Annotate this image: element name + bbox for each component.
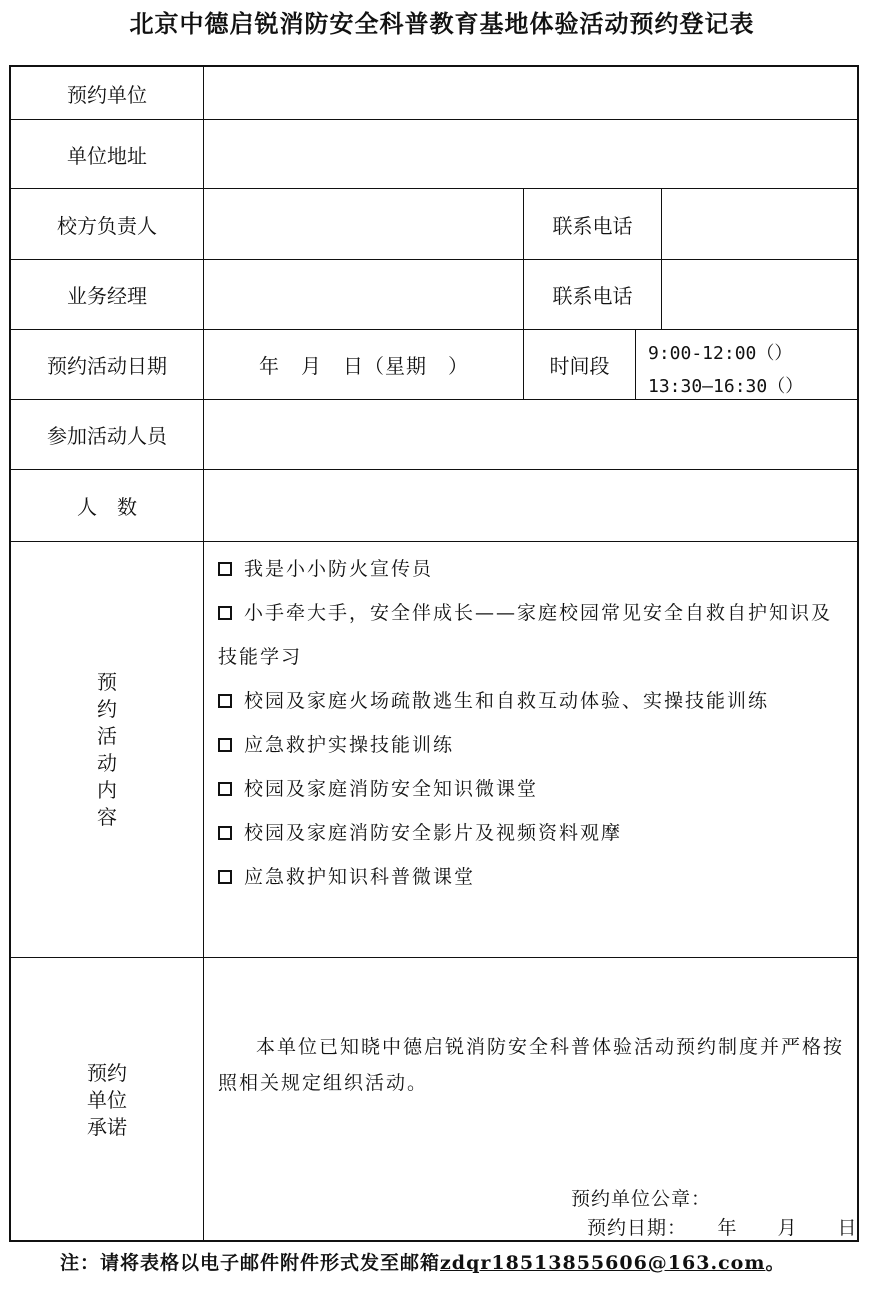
sign-date-line[interactable]: 预约日期： 年 月 日 xyxy=(587,1217,858,1239)
activity-option[interactable] xyxy=(218,547,848,591)
activity-option-text: 应急救护知识科普微课堂 xyxy=(244,866,476,888)
booking-unit-label: 预约单位 xyxy=(67,82,147,107)
booking-unit-field[interactable] xyxy=(205,67,859,119)
note-suffix: 。 xyxy=(765,1252,786,1274)
time-slot-label: 时间段 xyxy=(549,354,610,378)
activity-content-label xyxy=(11,542,203,957)
headcount-label: 人 数 xyxy=(77,495,137,519)
phone-label-1: 联系电话 xyxy=(552,213,633,238)
school-contact-field[interactable] xyxy=(205,189,523,259)
activity-option[interactable] xyxy=(218,767,848,811)
headcount-field[interactable] xyxy=(205,470,859,541)
phone-label-2: 联系电话 xyxy=(552,284,633,308)
activity-content-char: 动 xyxy=(97,750,117,775)
checkbox-icon[interactable] xyxy=(218,782,232,796)
activity-option-text: 我是小小防火宣传员 xyxy=(244,558,434,580)
activity-date-label: 预约活动日期 xyxy=(47,354,167,378)
participants-field[interactable] xyxy=(205,400,859,469)
column-divider xyxy=(203,67,204,1242)
time-slot-options xyxy=(648,337,803,403)
activity-option-text: 应急救护实操技能训练 xyxy=(244,734,455,756)
phone-field-1[interactable] xyxy=(663,189,859,259)
registration-form xyxy=(9,65,859,1242)
checkbox-icon[interactable] xyxy=(218,738,232,752)
school-contact-label: 校方负责人 xyxy=(57,213,157,238)
unit-address-label: 单位地址 xyxy=(67,143,147,168)
checkbox-icon[interactable] xyxy=(218,694,232,708)
activity-option[interactable] xyxy=(218,679,848,723)
activity-option[interactable] xyxy=(218,855,848,899)
note-prefix: 注：请将表格以电子邮件附件形式发至邮箱 xyxy=(60,1252,441,1274)
email-link[interactable]: zdqr18513855606@163.com xyxy=(440,1252,766,1274)
activity-date-field[interactable]: 年 月 日（星期 ） xyxy=(259,354,469,378)
time-option-morning[interactable]: 9:00-12:00（） xyxy=(648,343,793,364)
participants-label: 参加活动人员 xyxy=(47,424,167,448)
activity-option[interactable] xyxy=(218,811,848,855)
checkbox-icon[interactable] xyxy=(218,562,232,576)
activity-content-char: 容 xyxy=(97,804,117,829)
activity-option[interactable] xyxy=(218,723,848,767)
time-option-afternoon[interactable]: 13:30—16:30（） xyxy=(648,376,804,397)
commitment-label-line: 承诺 xyxy=(87,1114,127,1139)
phone-field-2[interactable] xyxy=(663,260,859,329)
activity-option-text: 校园及家庭火场疏散逃生和自救互动体验、实操技能训练 xyxy=(244,690,770,712)
checkbox-icon[interactable] xyxy=(218,606,232,620)
business-manager-label: 业务经理 xyxy=(67,284,147,308)
activity-content-char: 活 xyxy=(97,723,117,748)
activity-content-char: 约 xyxy=(97,696,117,721)
form-title: 北京中德启锐消防安全科普教育基地体验活动预约登记表 xyxy=(129,9,755,38)
activity-options-list xyxy=(218,547,848,899)
unit-address-field[interactable] xyxy=(205,120,859,188)
seal-label: 预约单位公章： xyxy=(571,1188,712,1210)
activity-option[interactable] xyxy=(218,591,848,679)
activity-content-char: 预 xyxy=(97,669,117,694)
business-manager-field[interactable] xyxy=(205,260,523,329)
activity-content-char: 内 xyxy=(97,777,117,802)
commitment-label-line: 预约 xyxy=(87,1060,127,1085)
activity-option-text: 校园及家庭消防安全影片及视频资料观摩 xyxy=(244,822,623,844)
column-divider xyxy=(661,188,662,329)
checkbox-icon[interactable] xyxy=(218,826,232,840)
column-divider xyxy=(635,329,636,399)
checkbox-icon[interactable] xyxy=(218,870,232,884)
submission-note xyxy=(60,1248,785,1275)
activity-option-text: 校园及家庭消防安全知识微课堂 xyxy=(244,778,539,800)
commitment-label-line: 单位 xyxy=(87,1087,127,1112)
activity-option-text: 小手牵大手，安全伴成长——家庭校园常见安全自救自护知识及技能学习 xyxy=(218,602,833,668)
commitment-text: 本单位已知晓中德启锐消防安全科普体验活动预约制度并严格按照相关规定组织活动。 xyxy=(218,1036,845,1094)
commitment-label xyxy=(11,958,203,1242)
